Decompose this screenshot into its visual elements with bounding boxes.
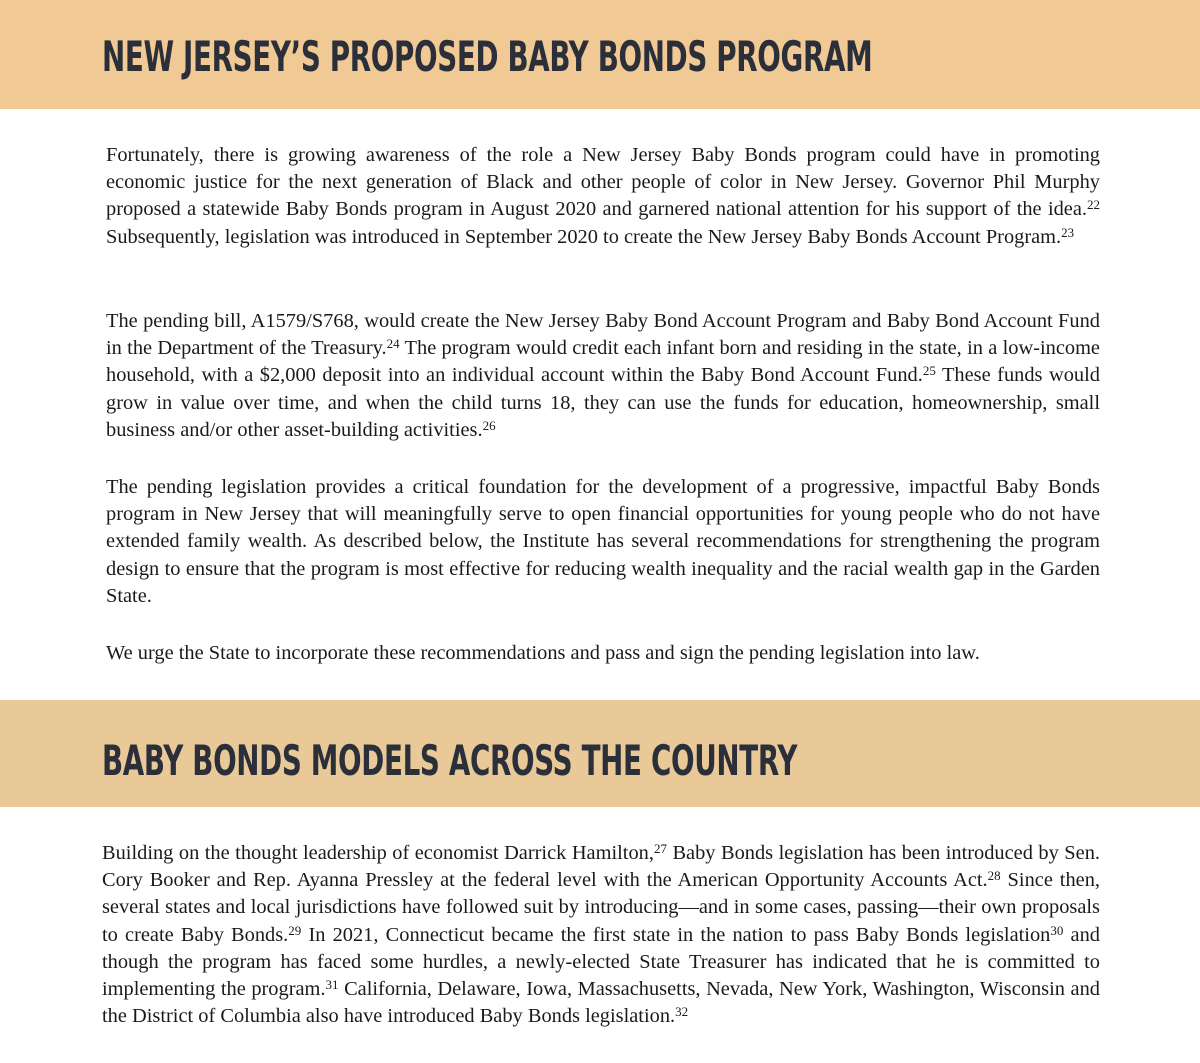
body-paragraph <box>102 840 1100 1030</box>
section-heading: NEW JERSEY’S PROPOSED BABY BONDS PROGRAM <box>102 32 873 81</box>
paragraph-text: Building on the thought leadership of economist Darrick Hamilton, <box>102 842 654 864</box>
footnote-ref: 24 <box>386 336 400 352</box>
footnote-ref: 29 <box>288 922 302 938</box>
paragraph-text: Baby Bonds legislation has been introduced by Sen. Cory Booker and Rep. Ayanna Pressley at the federal level with the American Opportunity Accounts Act. <box>102 842 1100 892</box>
paragraph-text: In 2021, Connecticut became the first state in the nation to pass Baby Bonds legislation <box>301 923 1051 946</box>
paragraph-text: Fortunately, there is growing awareness of the role a New Jersey Baby Bonds program could have in promoting economic justice for the next generation of Black and other people of color in New Jersey. Governor Phil Murphy proposed a statewide Baby Bonds program in August 2020 and garnered national attention for his support of the idea. <box>106 144 1100 221</box>
footnote-ref: 27 <box>653 841 667 856</box>
paragraph-text: The program would credit each infant born and residing in the state, in a low-income household, with a $2,000 deposit into an individual account within the Baby Bond Account Fund. <box>106 337 1100 387</box>
paragraph-text: These funds would grow in value over time, and when the child turns 18, they can use the funds for education, homeownership, small business and/or other asset-building activities. <box>106 364 1100 441</box>
paragraph-text: The pending bill, A1579/S768, would create the New Jersey Baby Bond Account Program and Baby Bond Account Fund in the Department of the Treasury. <box>106 310 1100 360</box>
footnote-ref: 28 <box>987 868 1001 884</box>
body-paragraph <box>106 308 1100 444</box>
footnote-ref: 22 <box>1087 197 1100 213</box>
footnote-ref: 25 <box>922 363 936 379</box>
paragraph-text: Since then, several states and local jurisdictions have followed suit by introducing—and in some cases, passing—their own proposals to create Baby Bonds. <box>102 869 1100 946</box>
footnote-ref: 26 <box>482 417 496 433</box>
paragraph-text: California, Delaware, Iowa, Massachusetts, Nevada, New York, Washington, Wisconsin and the District of Columbia also have introduced Baby Bonds legislation. <box>102 978 1100 1028</box>
body-paragraph: The pending legislation provides a critical foundation for the development of a progressive, impactful Baby Bonds program in New Jersey that will meaningfully serve to open financial opportunities for young people who do not have extended family wealth. As described below, the Institute has several recommendations for strengthening the program design to ensure that the program is most effective for reducing wealth inequality and the racial wealth gap in the Garden State. <box>106 476 1100 607</box>
footnote-ref: 31 <box>325 977 339 993</box>
body-paragraph: We urge the State to incorporate these recommendations and pass and sign the pending legislation into law. <box>106 642 980 664</box>
footnote-ref: 30 <box>1050 922 1064 938</box>
footnote-ref: 23 <box>1061 224 1075 240</box>
footnote-ref: 32 <box>675 1004 689 1020</box>
paragraph-text: Subsequently, legislation was introduced in September 2020 to create the New Jersey Baby Bonds Account Program. <box>106 225 1062 248</box>
body-paragraph <box>106 142 1100 251</box>
section-heading: BABY BONDS MODELS ACROSS THE COUNTRY <box>102 736 798 785</box>
paragraph-text: and though the program has faced some hurdles, a newly-elected State Treasurer has indicated that he is committed to implementing the program. <box>102 923 1100 1001</box>
